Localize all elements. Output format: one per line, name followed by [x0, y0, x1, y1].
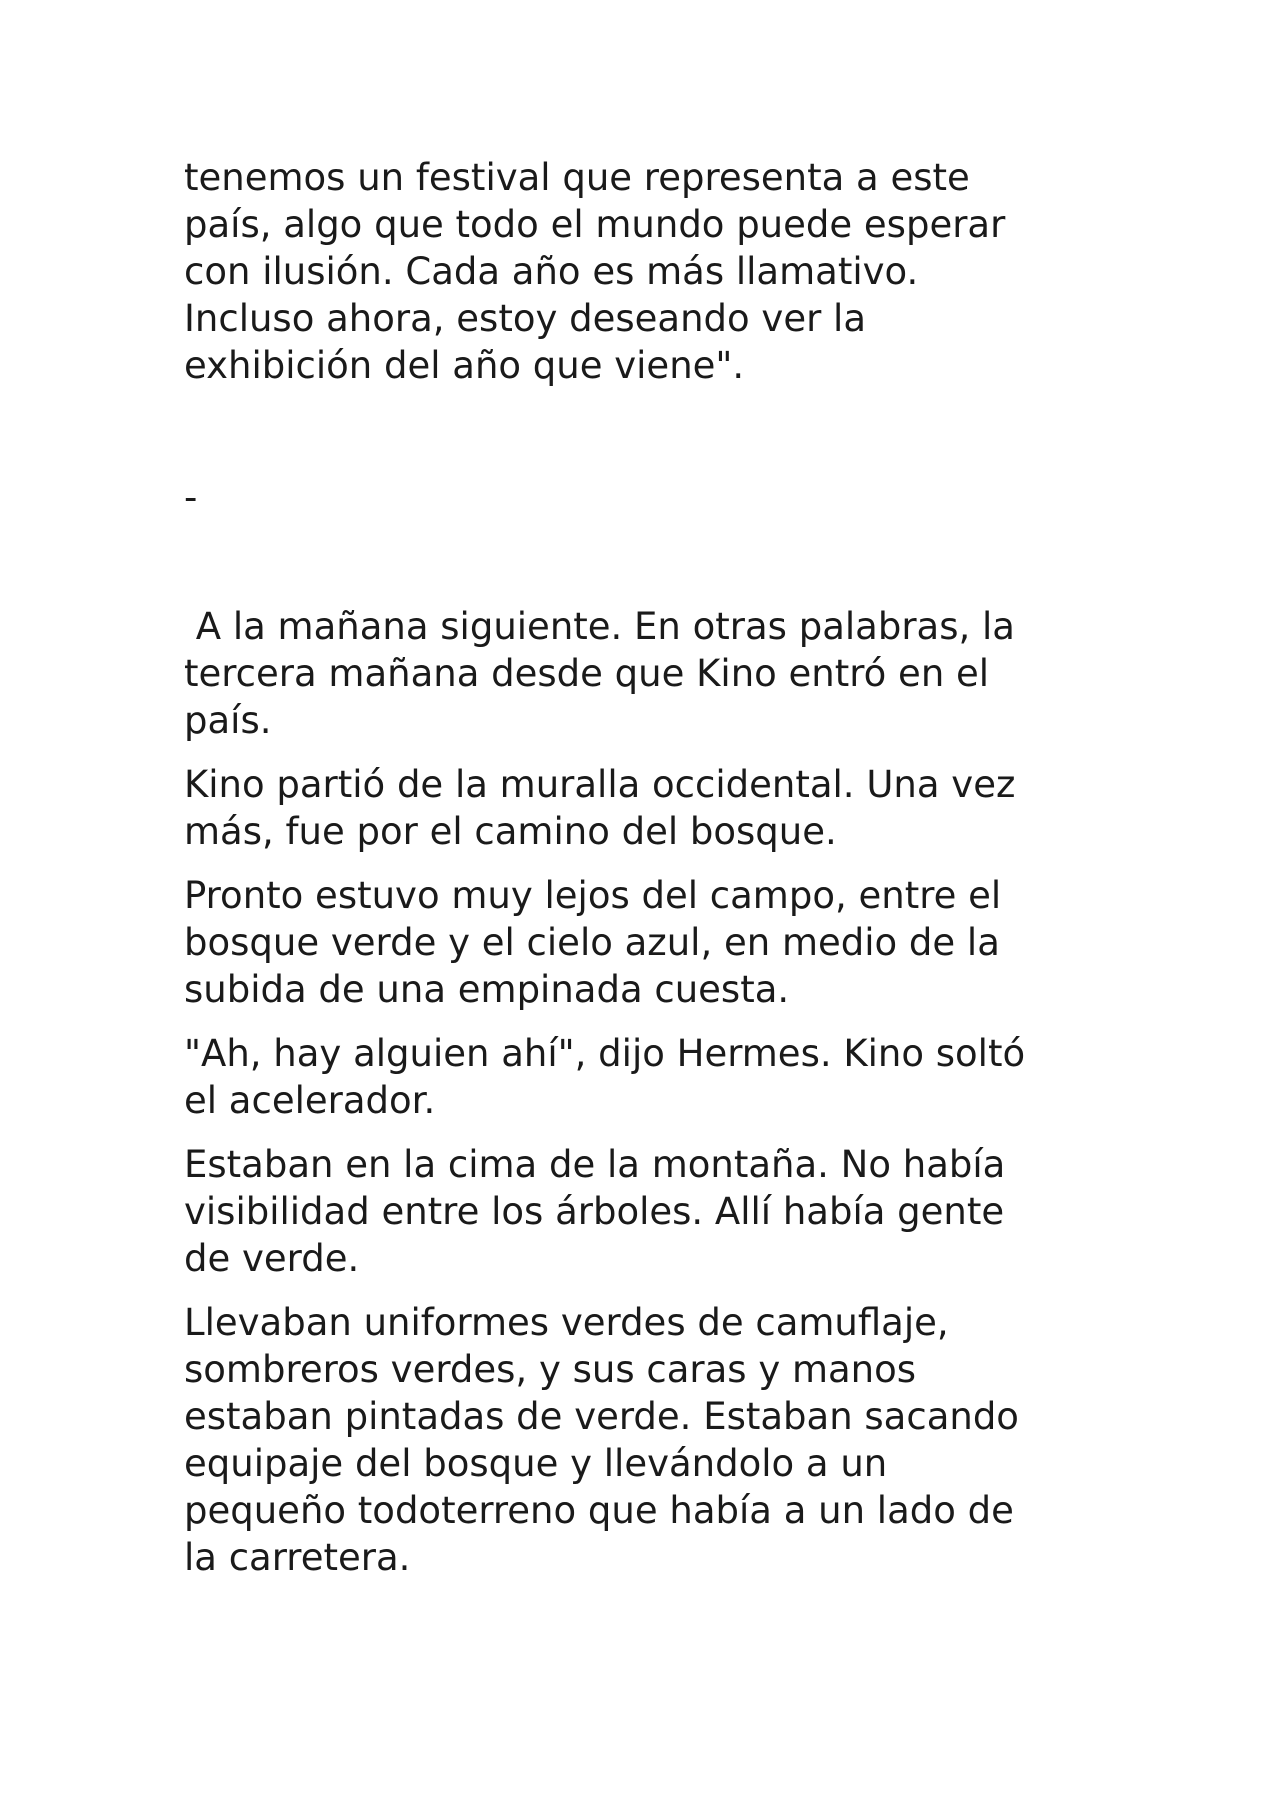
top-text-block — [184, 154, 1104, 406]
paragraph: Estaban en la cima de la montaña. No había visibilidad entre los árboles. Allí había gente de verde. — [184, 1143, 1006, 1280]
paragraph: A la mañana siguiente. En otras palabras, la tercera mañana desde que Kino entró en el país. — [184, 605, 1015, 742]
paragraph: "Ah, hay alguien ahí", dijo Hermes. Kino soltó el acelerador. — [184, 1032, 1026, 1122]
paragraph: Pronto estuvo muy lejos del campo, entre el bosque verde y el cielo azul, en medio de la subida de una empinada cuesta. — [184, 874, 1002, 1011]
paragraph: Kino partió de la muralla occidental. Una vez más, fue por el camino del bosque. — [184, 763, 1016, 853]
main-text-block — [184, 603, 1104, 1598]
paragraph: Llevaban uniformes verdes de camuflaje, sombreros verdes, y sus caras y manos estaban pintadas de verde. Estaban sacando equipaje del bosque y llevándolo a un pequeño todoterreno que había a un lado de la carretera. — [184, 1301, 1019, 1579]
section-separator: - — [184, 476, 198, 519]
section-separator-block — [184, 474, 1104, 538]
paragraph-festival: tenemos un festival que representa a este país, algo que todo el mundo puede esperar con ilusión. Cada año es más llamativo. Incluso ahora, estoy deseando ver la exhibición del año que viene". — [184, 156, 1006, 387]
